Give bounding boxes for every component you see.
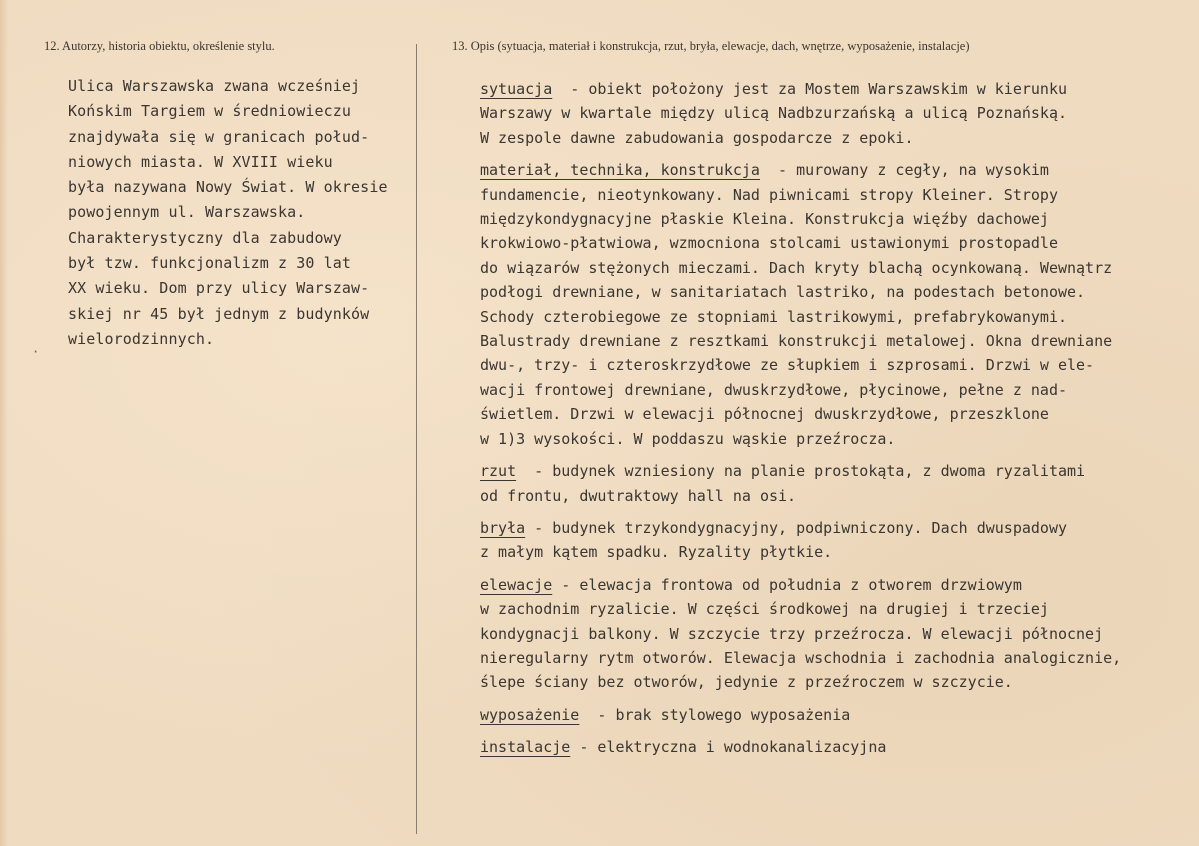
section-line: w 1)3 wysokości. W poddaszu wąskie przeźrocza. bbox=[480, 429, 896, 448]
section-term: materiał, technika, konstrukcja bbox=[480, 161, 760, 180]
section-term: sytuacja bbox=[480, 80, 553, 98]
history-line: Końskim Targiem w średniowieczu bbox=[68, 102, 352, 121]
section-line: wacji frontowej drewniane, dwuskrzydłowe, płycinowe, pełne z nad- bbox=[480, 380, 1067, 399]
section-text: - budynek wzniesiony na planie prostokąta, z dwoma ryzalitami bbox=[516, 462, 1086, 481]
section-first-line bbox=[480, 459, 1190, 483]
section-text: - obiekt położony jest za Mostem Warszawskim w kierunku bbox=[552, 80, 1068, 98]
section-line: Schody czterobiegowe ze stopniami lastrikowymi, prefabrykowanymi. bbox=[480, 307, 1067, 326]
section-text: - elewacja frontowa od południa z otworem drzwiowym bbox=[552, 575, 1022, 594]
section-text: - brak stylowego wyposażenia bbox=[579, 705, 851, 724]
history-line: była nazywana Nowy Świat. W okresie bbox=[68, 178, 388, 197]
column-divider bbox=[416, 44, 417, 834]
section-first-line bbox=[480, 573, 1190, 597]
section-line: ślepe ściany bez otworów, jedynie z przeźroczem w szczycie. bbox=[480, 673, 1013, 692]
section-12-heading: 12. Autorzy, historia obiektu, określenie stylu. bbox=[44, 39, 275, 53]
section-first-line bbox=[480, 516, 1190, 540]
section-first-line bbox=[480, 735, 1190, 759]
section-line: W zespole dawne zabudowania gospodarcze z epoki. bbox=[480, 128, 914, 147]
section-line: z małym kątem spadku. Ryzality płytkie. bbox=[480, 543, 833, 562]
description-section bbox=[480, 77, 1190, 150]
paper-speck: · bbox=[32, 345, 40, 359]
section-line: fundamencie, nieotynkowany. Nad piwnicami stropy Kleiner. Stropy bbox=[480, 185, 1058, 204]
section-text: - elektryczna i wodnokanalizacyjna bbox=[570, 738, 887, 757]
section-first-line bbox=[480, 703, 1190, 727]
history-line: Ulica Warszawska zwana wcześniej bbox=[68, 77, 361, 95]
description-text bbox=[480, 77, 1190, 768]
section-line: do wiązarów stężonych mieczami. Dach kryty blachą ocynkowaną. Wewnątrz bbox=[480, 258, 1113, 277]
page-edge-shadow bbox=[0, 0, 8, 846]
section-line: kondygnacji balkony. W szczycie trzy przeźrocza. W elewacji północnej bbox=[480, 624, 1104, 643]
section-line: krokwiowo-płatwiowa, wzmocniona stolcami ustawionymi prostopadle bbox=[480, 234, 1058, 253]
section-line: dwu-, trzy- i czteroskrzydłowe ze słupkiem i szprosami. Drzwi w ele- bbox=[480, 356, 1095, 375]
history-line: niowych miasta. W XVIII wieku bbox=[68, 152, 333, 171]
description-section bbox=[480, 703, 1190, 727]
section-13-heading: 13. Opis (sytuacja, materiał i konstrukcja, rzut, bryła, elewacje, dach, wnętrze, wyposażenie, instalacje) bbox=[452, 39, 970, 53]
section-term: wyposażenie bbox=[480, 705, 580, 724]
history-line: wielorodzinnych. bbox=[68, 329, 215, 348]
section-first-line bbox=[480, 158, 1190, 182]
section-line: podłogi drewniane, w sanitariatach lastriko, na podestach betonowe. bbox=[480, 283, 1086, 302]
section-line: świetlem. Drzwi w elewacji północnej dwuskrzydłowe, przeszklone bbox=[480, 405, 1049, 424]
history-line: XX wieku. Dom przy ulicy Warszaw- bbox=[68, 279, 370, 298]
section-line: nieregularny rytm otworów. Elewacja wschodnia i zachodnia analogicznie, bbox=[480, 648, 1122, 667]
section-line: Warszawy w kwartale między ulicą Nadbzurzańską a ulicą Poznańską. bbox=[480, 104, 1067, 123]
history-line: był tzw. funkcjonalizm z 30 lat bbox=[68, 254, 352, 273]
section-line: w zachodnim ryzalicie. W części środkowej na drugiej i trzeciej bbox=[480, 600, 1049, 619]
section-line: międzykondygnacyjne płaskie Kleina. Konstrukcja więźby dachowej bbox=[480, 210, 1049, 229]
history-line: skiej nr 45 był jednym z budynków bbox=[68, 304, 370, 323]
description-section bbox=[480, 573, 1190, 695]
history-line: powojennym ul. Warszawska. bbox=[68, 203, 306, 222]
section-term: instalacje bbox=[480, 738, 571, 757]
section-line: od frontu, dwutraktowy hall na osi. bbox=[480, 486, 797, 505]
description-section bbox=[480, 735, 1190, 759]
section-line: Balustrady drewniane z resztkami konstrukcji metalowej. Okna drewniane bbox=[480, 332, 1113, 351]
history-text bbox=[68, 74, 413, 352]
description-section bbox=[480, 459, 1190, 508]
section-text: - budynek trzykondygnacyjny, podpiwniczony. Dach dwuspadowy bbox=[525, 518, 1068, 537]
history-line: znajdywała się w granicach połud- bbox=[68, 127, 370, 146]
history-line: Charakterystyczny dla zabudowy bbox=[68, 228, 342, 247]
section-term: rzut bbox=[480, 462, 517, 481]
section-first-line bbox=[480, 77, 1190, 101]
section-term: elewacje bbox=[480, 575, 553, 594]
section-text: - murowany z cegły, na wysokim bbox=[759, 161, 1049, 180]
section-term: bryła bbox=[480, 518, 526, 537]
description-section bbox=[480, 158, 1190, 451]
description-section bbox=[480, 516, 1190, 565]
